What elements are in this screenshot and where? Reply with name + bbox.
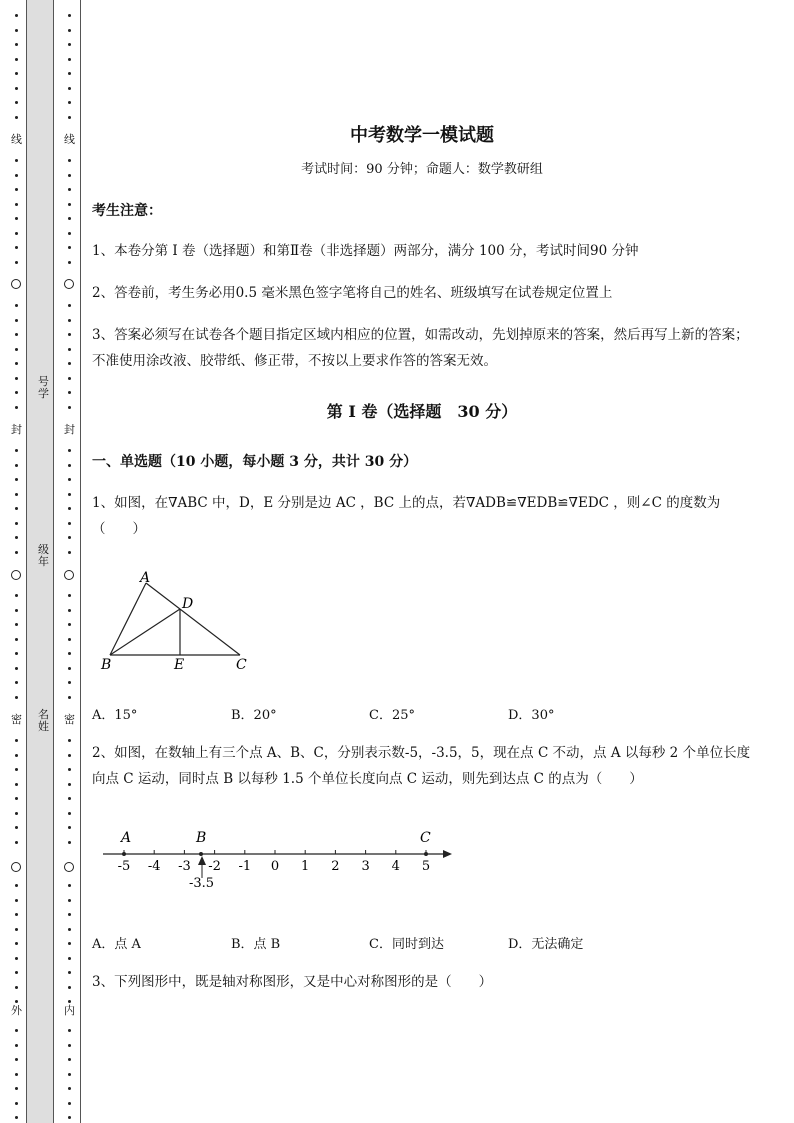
- binding-dot: [68, 681, 71, 684]
- binding-dot: [15, 507, 18, 510]
- binding-dot: [15, 1058, 18, 1061]
- binding-dot: [68, 942, 71, 945]
- point-label-a: A: [121, 830, 132, 846]
- binding-dot: [68, 551, 71, 554]
- q1-option-c[interactable]: C．25°: [369, 708, 415, 723]
- tick-label: -5: [117, 859, 131, 874]
- binding-dot: [68, 1102, 71, 1105]
- binding-dot: [15, 58, 18, 61]
- binding-dot: [68, 261, 71, 264]
- tick-label: 5: [421, 859, 431, 874]
- binding-dot: [68, 362, 71, 365]
- marker-label: -3.5: [189, 876, 215, 891]
- notice-item-3: 3、答案必须写在试卷各个题目指定区域内相应的位置，如需改动，先划掉原来的答案，然后再写上新的答案；不准使用涂改液、胶带纸、修正带，不按以上要求作答的答案无效。: [92, 327, 749, 369]
- binding-dot: [68, 464, 71, 467]
- binding-margin: [0, 0, 82, 1123]
- binding-dot: [15, 536, 18, 539]
- label-d: D: [182, 596, 194, 612]
- binding-dot: [15, 667, 18, 670]
- field-name: 名姓: [38, 708, 49, 733]
- binding-dot: [15, 319, 18, 322]
- binding-dot: [68, 957, 71, 960]
- point-label-b: B: [196, 830, 207, 846]
- section-title: 第 I 卷（选择题 30 分）: [326, 402, 518, 421]
- binding-dot: [15, 1000, 18, 1003]
- q1-option-a[interactable]: A．15°: [92, 708, 138, 723]
- binding-dot: [15, 884, 18, 887]
- inner-label-seal: 封: [64, 423, 75, 436]
- binding-dot: [68, 797, 71, 800]
- binding-dot: [15, 986, 18, 989]
- binding-dot: [68, 304, 71, 307]
- binding-dot: [68, 348, 71, 351]
- binding-dot: [68, 783, 71, 786]
- binding-dot: [68, 971, 71, 974]
- binding-dot: [68, 652, 71, 655]
- binding-dot: [68, 159, 71, 162]
- binding-dot: [15, 406, 18, 409]
- tick-label: -4: [147, 859, 161, 874]
- binding-dot: [15, 174, 18, 177]
- label-b: B: [101, 657, 112, 673]
- binding-dot: [15, 783, 18, 786]
- tick-label: 0: [270, 859, 280, 874]
- segment-bd: [110, 609, 180, 655]
- q2-option-b[interactable]: B．点 B: [231, 937, 281, 952]
- binding-dot: [15, 261, 18, 264]
- axis-arrow: [443, 850, 452, 858]
- binding-dot: [15, 391, 18, 394]
- binding-dot: [15, 493, 18, 496]
- binding-dot: [68, 841, 71, 844]
- binding-dot: [15, 72, 18, 75]
- segment-ab: [110, 583, 146, 655]
- binding-dot: [68, 391, 71, 394]
- binding-dot: [15, 754, 18, 757]
- binding-dot: [68, 696, 71, 699]
- outer-label-seal: 封: [11, 423, 22, 436]
- binding-dot: [68, 377, 71, 380]
- binding-dot: [15, 681, 18, 684]
- point-label-c: C: [420, 830, 431, 846]
- binding-dot: [15, 87, 18, 90]
- part-heading: 一、单选题（10 小题，每小题 3 分，共计 30 分）: [92, 454, 418, 470]
- marker-arrow: [198, 856, 206, 865]
- binding-dot: [15, 551, 18, 554]
- binding-dot: [15, 623, 18, 626]
- inner-label-line: 线: [64, 133, 75, 146]
- binding-dot: [15, 348, 18, 351]
- q1-option-d[interactable]: D．30°: [508, 708, 555, 723]
- triangle-figure: [100, 568, 260, 676]
- binding-dot: [68, 203, 71, 206]
- binding-dot: [15, 739, 18, 742]
- binding-dot: [15, 377, 18, 380]
- binding-dot: [68, 217, 71, 220]
- q2-option-c[interactable]: C．同时到达: [369, 937, 444, 952]
- binding-circle: [64, 570, 74, 580]
- binding-dot: [15, 594, 18, 597]
- binding-dot: [15, 362, 18, 365]
- binding-dot: [68, 609, 71, 612]
- binding-dot: [15, 43, 18, 46]
- binding-edge-line: [80, 0, 81, 1123]
- binding-dot: [68, 319, 71, 322]
- binding-dot: [68, 754, 71, 757]
- label-e: E: [174, 657, 185, 673]
- page-title: 中考数学一模试题: [350, 125, 494, 146]
- binding-dot: [15, 1102, 18, 1105]
- binding-dot: [68, 493, 71, 496]
- binding-dot: [68, 638, 71, 641]
- segment-ac: [146, 583, 240, 655]
- binding-dot: [15, 29, 18, 32]
- question-2-text: 2、如图，在数轴上有三个点 A、B、C，分别表示数-5，-3.5，5，现在点 C 不动，点 A 以每秒 2 个单位长度向点 C 运动，同时点 B 以每秒 1.5 个单位长度向点 C 运动，则先到达点 C 的点为（ ）: [92, 745, 751, 787]
- binding-dot: [15, 449, 18, 452]
- tick-label: 2: [331, 859, 340, 874]
- outer-label-secret: 密: [11, 713, 22, 726]
- q2-option-a[interactable]: A．点 A: [92, 937, 141, 952]
- field-class: 级年: [38, 543, 49, 568]
- binding-dot: [15, 1029, 18, 1032]
- binding-dot: [15, 609, 18, 612]
- binding-dot: [68, 986, 71, 989]
- binding-dot: [68, 826, 71, 829]
- binding-dot: [68, 449, 71, 452]
- binding-dot: [15, 826, 18, 829]
- binding-dot: [15, 101, 18, 104]
- binding-dot: [68, 768, 71, 771]
- binding-dot: [68, 232, 71, 235]
- binding-dot: [15, 522, 18, 525]
- notice-heading: 考生注意：: [92, 203, 162, 219]
- binding-dot: [68, 116, 71, 119]
- binding-circle: [64, 279, 74, 289]
- binding-dot: [15, 333, 18, 336]
- binding-dot: [15, 768, 18, 771]
- binding-dot: [68, 507, 71, 510]
- binding-dot: [15, 159, 18, 162]
- binding-dot: [68, 72, 71, 75]
- tick-label: 4: [391, 859, 400, 874]
- question-3-text: 3、下列图形中，既是轴对称图形，又是中心对称图形的是（ ）: [92, 974, 493, 990]
- binding-dot: [15, 116, 18, 119]
- binding-dot: [15, 478, 18, 481]
- binding-dot: [15, 913, 18, 916]
- binding-dot: [15, 14, 18, 17]
- binding-dot: [68, 913, 71, 916]
- binding-dot: [68, 43, 71, 46]
- binding-dot: [15, 797, 18, 800]
- binding-dot: [68, 1073, 71, 1076]
- label-c: C: [236, 657, 247, 673]
- tick-label: -2: [208, 859, 221, 874]
- binding-dot: [68, 1000, 71, 1003]
- binding-dot: [68, 812, 71, 815]
- binding-dot: [68, 623, 71, 626]
- binding-dot: [15, 232, 18, 235]
- binding-dot: [68, 478, 71, 481]
- binding-dot: [68, 406, 71, 409]
- binding-dot: [68, 594, 71, 597]
- point-b: [199, 852, 203, 856]
- binding-dot: [68, 1087, 71, 1090]
- binding-dot: [15, 1044, 18, 1047]
- binding-dot: [68, 1029, 71, 1032]
- q1-option-b[interactable]: B．20°: [231, 708, 277, 723]
- binding-dot: [68, 884, 71, 887]
- tick-label: 3: [361, 859, 370, 874]
- binding-dot: [68, 899, 71, 902]
- binding-dot: [68, 333, 71, 336]
- field-student-no: 号学: [38, 375, 49, 400]
- binding-dot: [15, 652, 18, 655]
- binding-dot: [68, 1058, 71, 1061]
- binding-dot: [15, 696, 18, 699]
- outer-label-line: 线: [11, 133, 22, 146]
- binding-dot: [15, 841, 18, 844]
- binding-dot: [68, 522, 71, 525]
- question-1-text: 1、如图，在∇ABC 中，D，E 分别是边 AC ，BC 上的点，若∇ADB≌∇EDB≌∇EDC ，则∠C 的度数为（ ）: [92, 495, 721, 537]
- binding-dot: [68, 58, 71, 61]
- binding-dot: [68, 536, 71, 539]
- label-a: A: [140, 570, 151, 586]
- binding-dot: [68, 667, 71, 670]
- binding-dot: [68, 739, 71, 742]
- notice-item-2: 2、答卷前，考生务必用0.5 毫米黑色签字笔将自己的姓名、班级填写在试卷规定位置上: [92, 285, 613, 301]
- inner-label-secret: 密: [64, 713, 75, 726]
- binding-dot: [15, 1073, 18, 1076]
- binding-dot: [68, 188, 71, 191]
- binding-circle: [11, 279, 21, 289]
- binding-dot: [15, 464, 18, 467]
- binding-dot: [15, 899, 18, 902]
- binding-dot: [15, 638, 18, 641]
- binding-circle: [64, 862, 74, 872]
- binding-dot: [15, 304, 18, 307]
- binding-dot: [68, 29, 71, 32]
- exam-subtitle: 考试时间：90 分钟；命题人：数学教研组: [301, 162, 543, 177]
- binding-dot: [68, 928, 71, 931]
- binding-dot: [68, 246, 71, 249]
- binding-dot: [15, 971, 18, 974]
- outer-label-outside: 外: [11, 1004, 22, 1017]
- binding-dot: [15, 217, 18, 220]
- tick-label: 1: [301, 859, 310, 874]
- notice-item-1: 1、本卷分第 I 卷（选择题）和第Ⅱ卷（非选择题）两部分，满分 100 分，考试时间90 分钟: [92, 243, 639, 259]
- binding-dot: [15, 928, 18, 931]
- tick-label: -1: [238, 859, 252, 874]
- binding-dot: [15, 203, 18, 206]
- binding-dot: [15, 1116, 18, 1119]
- binding-dot: [68, 174, 71, 177]
- binding-dot: [15, 1087, 18, 1090]
- binding-dot: [68, 87, 71, 90]
- binding-dot: [15, 942, 18, 945]
- binding-circle: [11, 862, 21, 872]
- binding-dot: [15, 188, 18, 191]
- binding-circle: [11, 570, 21, 580]
- binding-dot: [15, 957, 18, 960]
- binding-dot: [68, 1044, 71, 1047]
- binding-dot: [15, 812, 18, 815]
- inner-label-inside: 内: [64, 1004, 75, 1017]
- binding-dot: [68, 14, 71, 17]
- number-line-figure: [100, 826, 456, 892]
- binding-dot: [68, 101, 71, 104]
- binding-dot: [68, 1116, 71, 1119]
- binding-dot: [15, 246, 18, 249]
- tick-label: -3: [178, 859, 191, 874]
- q2-option-d[interactable]: D．无法确定: [508, 937, 584, 952]
